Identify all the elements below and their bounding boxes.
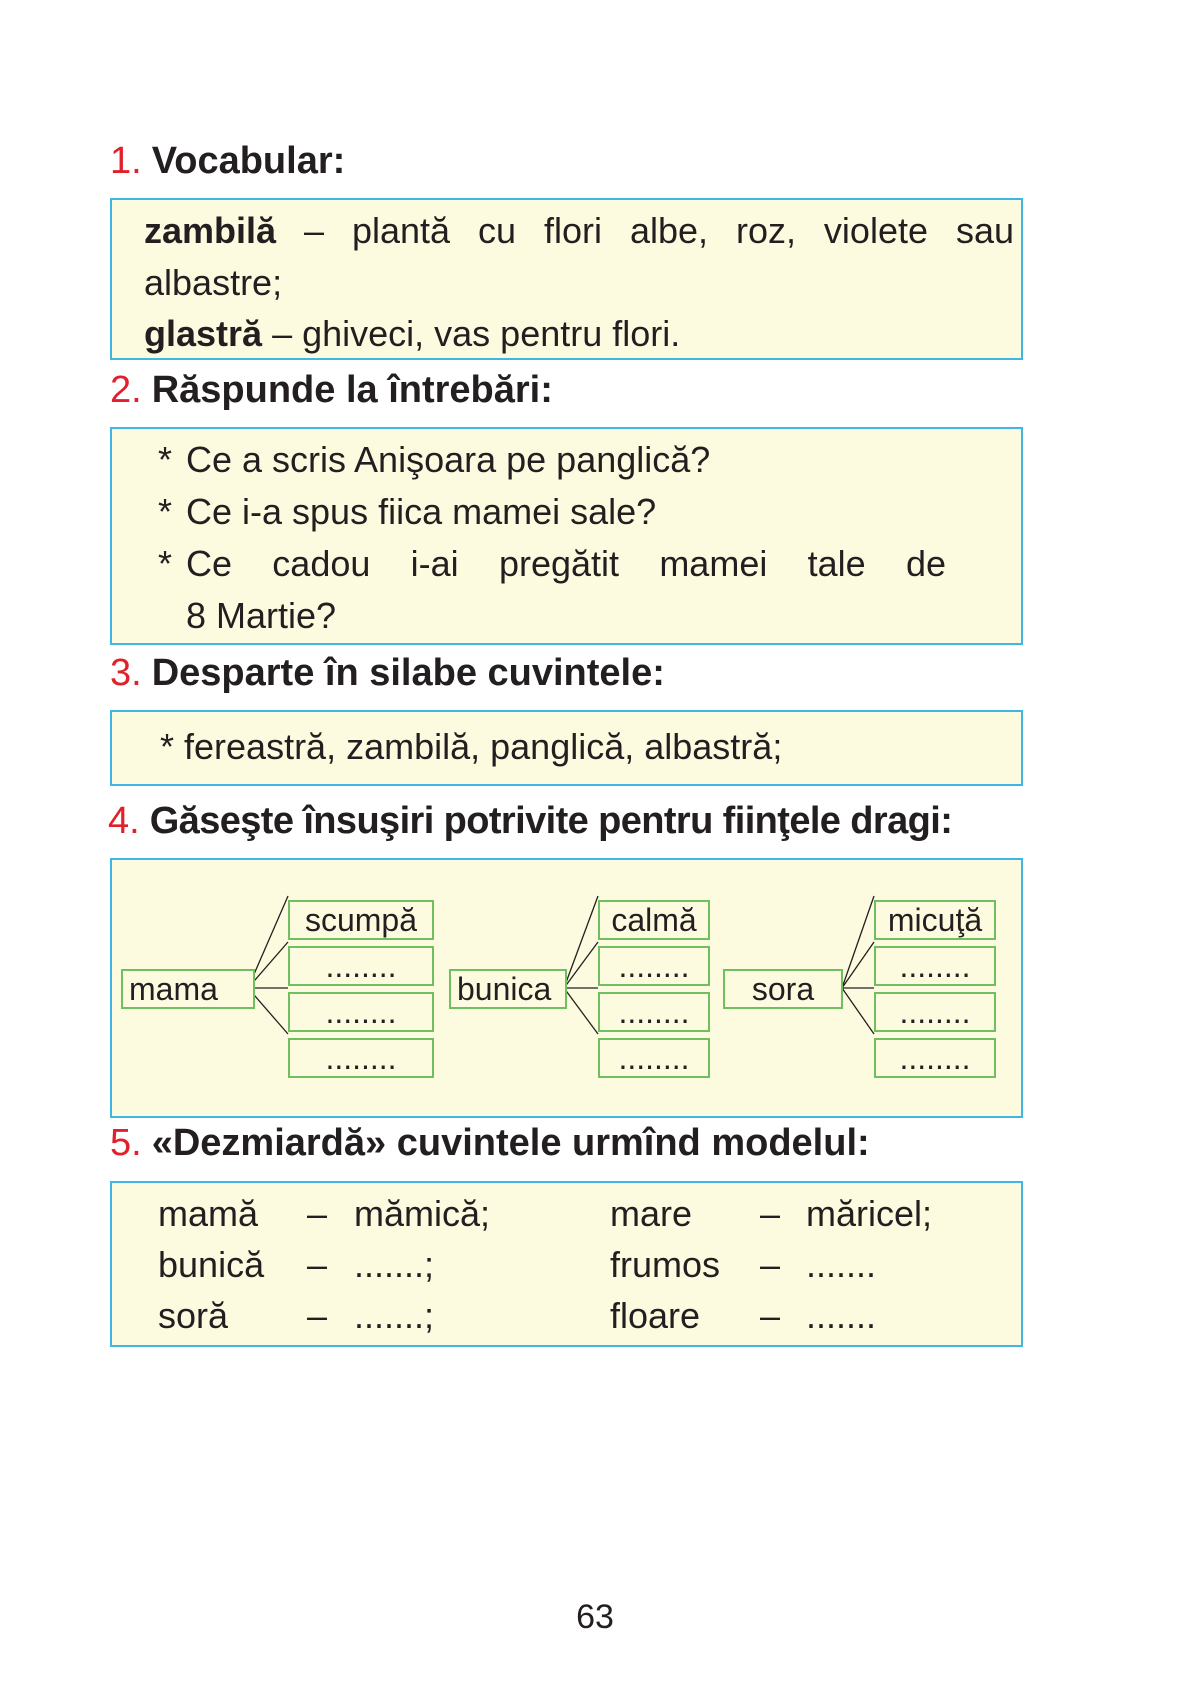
diminutive-word: bunică (158, 1244, 265, 1285)
exercise-5-title: «Dezmiardă» cuvintele urmînd modelul: (151, 1122, 870, 1164)
exercise-5-heading (110, 1122, 870, 1165)
vocabulary-term: zambilă (144, 210, 277, 251)
bullet-star: * (158, 439, 173, 480)
dash: – (760, 1193, 781, 1234)
vocabulary-definition: – plantă cu flori albe, roz, violete sau (276, 210, 1014, 251)
diminutive-word: floare (610, 1295, 701, 1336)
dash: – (307, 1295, 328, 1336)
attribute-blank[interactable]: ........ (598, 992, 710, 1032)
exercise-2-title: Răspunde la întrebări: (151, 369, 553, 411)
question-item-continuation: 8 Martie? (186, 595, 337, 636)
exercise-4-title: Găseşte însuşiri potrivite pentru fiinţele dragi: (149, 800, 953, 842)
vocabulary-box (110, 198, 1023, 360)
attribute-blank[interactable]: ........ (874, 946, 996, 986)
exercise-4-number: 4. (108, 800, 140, 842)
exercise-3-title: Desparte în silabe cuvintele: (151, 652, 665, 694)
attribute-blank[interactable]: ........ (288, 1038, 434, 1078)
diminutive-blank[interactable]: ....... (806, 1295, 877, 1336)
questions-box (110, 427, 1023, 645)
attribute-box: micuţă (874, 900, 996, 940)
exercise-1-heading (110, 140, 345, 183)
attribute-blank[interactable]: ........ (874, 992, 996, 1032)
vocabulary-definition: – ghiveci, vas pentru flori. (262, 313, 681, 354)
word-bunica: bunica (449, 969, 567, 1009)
attribute-box: scumpă (288, 900, 434, 940)
vocabulary-entry-glastra (144, 313, 680, 355)
diminutive-blank[interactable]: .......; (354, 1244, 435, 1285)
word-mama: mama (121, 969, 255, 1009)
diminutive-word: soră (158, 1295, 229, 1336)
dash: – (307, 1193, 328, 1234)
dash: – (307, 1244, 328, 1285)
diminutives-box (110, 1181, 1023, 1347)
exercise-3-heading (110, 652, 665, 695)
dash: – (760, 1244, 781, 1285)
question-item: Ce i-a spus fiica mamei sale? (186, 491, 657, 532)
question-item: Ce a scris Anişoara pe panglică? (186, 439, 711, 480)
exercise-3-number: 3. (110, 652, 142, 694)
attributes-box (110, 858, 1023, 1118)
diminutive-blank[interactable]: ....... (806, 1244, 877, 1285)
diminutive-word: mare (610, 1193, 693, 1234)
bullet-star: * (158, 491, 173, 532)
attribute-blank[interactable]: ........ (288, 946, 434, 986)
attribute-blank[interactable]: ........ (598, 946, 710, 986)
question-item: Ce cadou i-ai pregătit mamei tale de (186, 543, 946, 584)
word-sora: sora (723, 969, 843, 1009)
diminutive-word: mamă (158, 1193, 259, 1234)
diminutive-answer: mămică; (354, 1193, 491, 1234)
diminutive-answer: măricel; (806, 1193, 933, 1234)
attribute-blank[interactable]: ........ (598, 1038, 710, 1078)
exercise-2-number: 2. (110, 369, 142, 411)
vocabulary-entry-zambila (144, 210, 1014, 252)
diminutive-blank[interactable]: .......; (354, 1295, 435, 1336)
dash: – (760, 1295, 781, 1336)
exercise-2-heading (110, 369, 553, 412)
syllables-box (110, 710, 1023, 786)
exercise-1-title: Vocabular: (151, 140, 346, 182)
attribute-blank[interactable]: ........ (288, 992, 434, 1032)
vocabulary-definition-continuation: albastre; (144, 262, 283, 303)
exercise-4-heading (108, 800, 952, 843)
syllables-word-list: * fereastră, zambilă, panglică, albastră; (160, 726, 783, 767)
bullet-star: * (158, 543, 173, 584)
attribute-blank[interactable]: ........ (874, 1038, 996, 1078)
diminutive-word: frumos (610, 1244, 721, 1285)
page-number: 63 (576, 1598, 614, 1636)
exercise-1-number: 1. (110, 140, 142, 182)
attribute-box: calmă (598, 900, 710, 940)
vocabulary-term: glastră (144, 313, 263, 354)
exercise-5-number: 5. (110, 1122, 142, 1164)
